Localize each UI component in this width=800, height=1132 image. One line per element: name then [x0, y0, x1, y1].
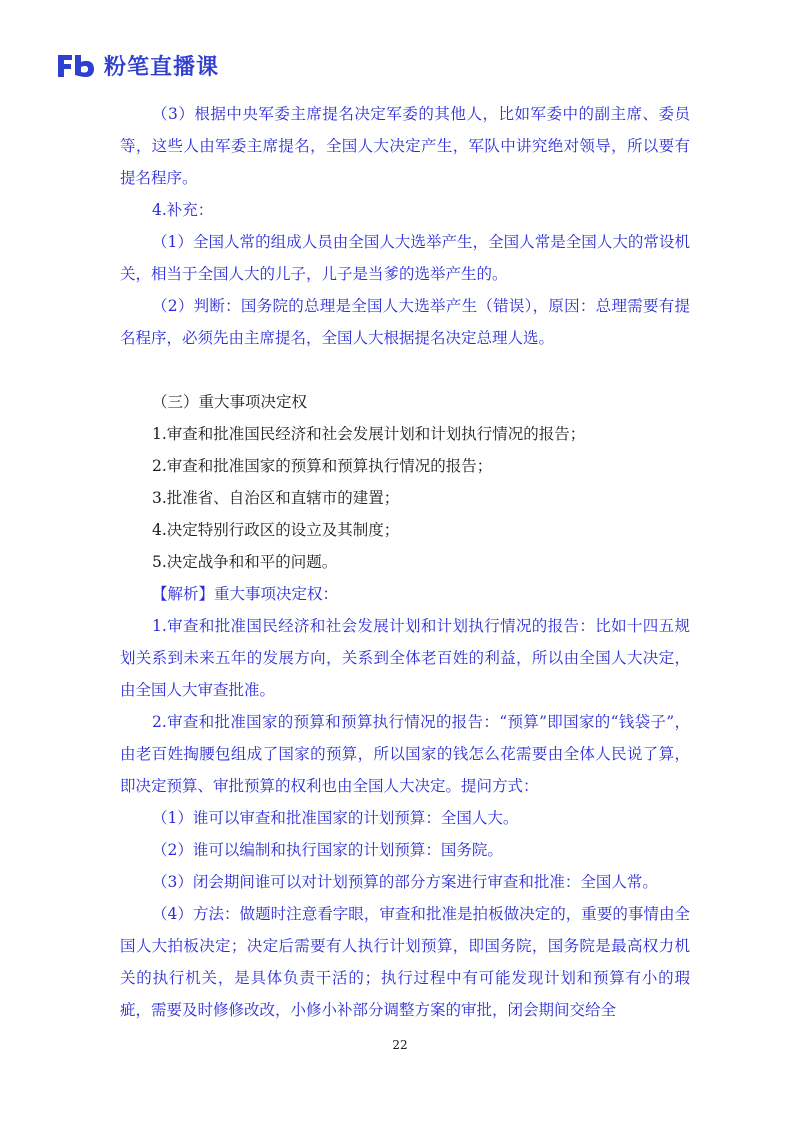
paragraph: （2）判断：国务院的总理是全国人大选举产生（错误），原因：总理需要有提名程序，必须先由主席提名，全国人大根据提名决定总理人选。: [120, 297, 690, 347]
paragraph: （3）闭会期间谁可以对计划预算的部分方案进行审查和批准：全国人常。: [152, 873, 658, 891]
list-item: 1.审查和批准国民经济和社会发展计划和计划执行情况的报告；: [152, 425, 586, 443]
list-item: 3.批准省、自治区和直辖市的建置；: [152, 489, 400, 507]
page-header: [56, 50, 219, 81]
list-item: 2.审查和批准国家的预算和预算执行情况的报告；: [152, 457, 493, 475]
paragraph: 1.审查和批准国民经济和社会发展计划和计划执行情况的报告：比如十四五规划关系到未来五年的发展方向，关系到全体老百姓的利益，所以由全国人大决定，由全国人大审查批准。: [120, 617, 690, 699]
list-item: 4.决定特别行政区的设立及其制度；: [152, 521, 400, 539]
brand-name: 粉笔直播课: [104, 55, 220, 80]
analysis-heading: 【解析】重大事项决定权：: [152, 585, 339, 603]
paragraph: （1）全国人常的组成人员由全国人大选举产生，全国人常是全国人大的常设机关，相当于全国人大的儿子，儿子是当爹的选举产生的。: [120, 233, 690, 283]
paragraph: 4.补充：: [152, 201, 214, 219]
spacer: [120, 354, 690, 386]
paragraph: （1）谁可以审查和批准国家的计划预算：全国人大。: [152, 809, 519, 827]
fb-logo-icon: [56, 53, 96, 79]
paragraph: （4）方法：做题时注意看字眼，审查和批准是拍板做决定的，重要的事情由全国人大拍板决定；决定后需要有人执行计划预算，即国务院，国务院是最高权力机关的执行机关，是具体负责干活的；执行过程中有可能发现计划和预算有小的瑕疵，需要及时修修改改，小修小补部分调整方案的审批，闭会期间交给全: [120, 905, 690, 1019]
paragraph: （3）根据中央军委主席提名决定军委的其他人，比如军委中的副主席、委员等，这些人由军委主席提名，全国人大决定产生，军队中讲究绝对领导，所以要有提名程序。: [120, 105, 690, 187]
paragraph: （2）谁可以编制和执行国家的计划预算：国务院。: [152, 841, 503, 859]
document-body: [120, 98, 690, 1026]
section-heading: （三）重大事项决定权: [152, 393, 308, 411]
list-item: 5.决定战争和和平的问题。: [152, 553, 338, 571]
page-number: 22: [392, 1038, 408, 1052]
paragraph: 2.审查和批准国家的预算和预算执行情况的报告：“预算”即国家的“钱袋子”，由老百姓掏腰包组成了国家的预算，所以国家的钱怎么花需要由全体人民说了算，即决定预算、审批预算的权利也由全国人大决定。提问方式：: [120, 713, 690, 795]
